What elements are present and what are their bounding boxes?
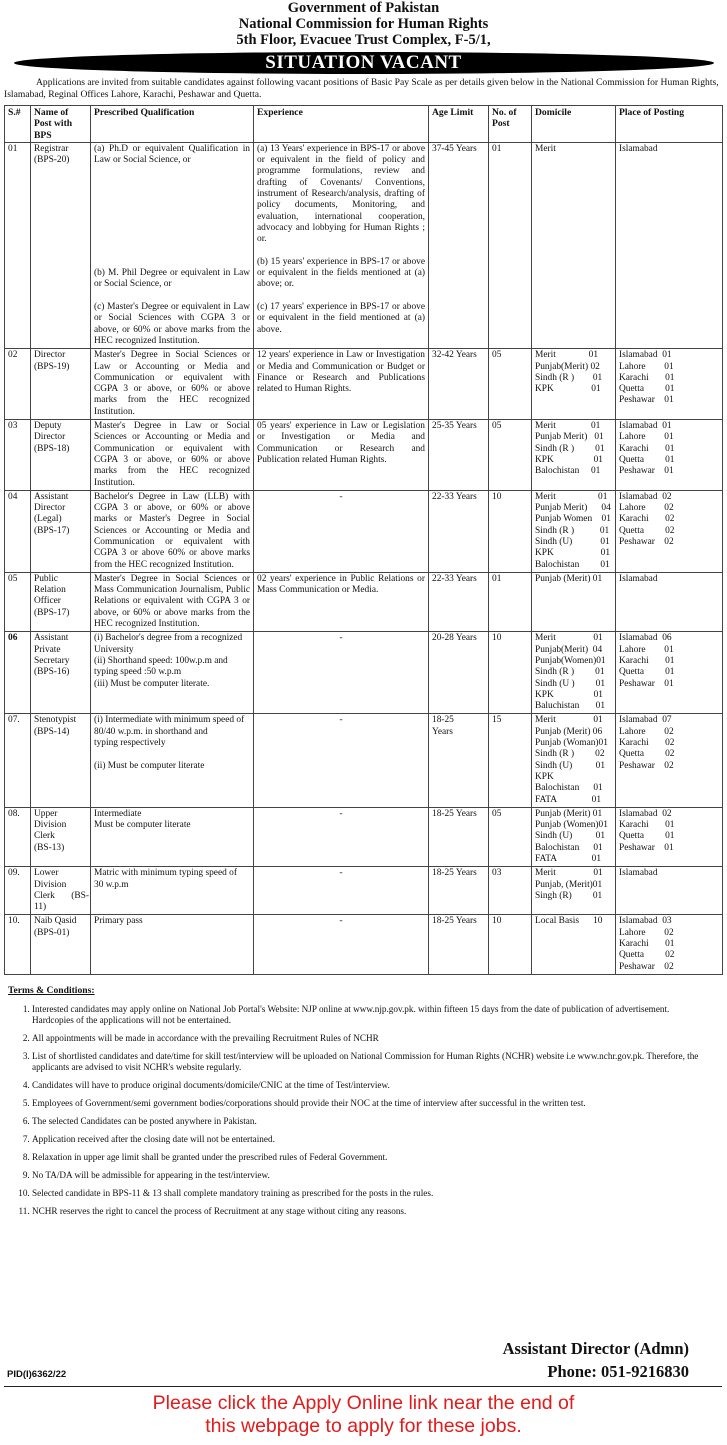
terms-item: 1. Interested candidates may apply online on National Job Portal's Website: NJP online at www.njp.gov.pk. within fifteen 15 days from the date of publication of advertisement. Hardcopies of the applications will not be entertained. bbox=[32, 1004, 708, 1026]
cell-age-limit: 18-25 Years bbox=[429, 714, 489, 807]
cell-experience: 12 years' experience in Law or Investigation or Media and Communication or Budget or Finance or Research and Publications related to Human Rights. bbox=[254, 349, 429, 420]
col-header-sno: S.# bbox=[5, 106, 31, 143]
col-header-experience: Experience bbox=[254, 106, 429, 143]
table-row bbox=[5, 714, 723, 807]
cell-num-posts: 05 bbox=[489, 349, 532, 420]
cell-domicile: Local Basis 10 bbox=[532, 915, 616, 974]
cell-post: Stenotypist (BPS-14) bbox=[31, 714, 91, 807]
cell-place-of-posting: Islamabad bbox=[616, 867, 723, 915]
table-row bbox=[5, 420, 723, 491]
terms-section bbox=[8, 985, 708, 1217]
vacancies-table bbox=[4, 105, 723, 975]
cell-num-posts: 10 bbox=[489, 632, 532, 714]
terms-item: 2. All appointments will be made in accordance with the prevailing Recruitment Rules of NCHR bbox=[32, 1033, 708, 1044]
cell-sno: 04 bbox=[5, 490, 31, 572]
cell-qualification: Master's Degree in Law or Social Sciences or Accounting or Media and Communication or equivalent with CGPA 3 or above, or 60% or above marks from the HEC recognized Institution. bbox=[91, 420, 254, 491]
cell-experience: - bbox=[254, 714, 429, 807]
cell-experience: (a) 13 Years' experience in BPS-17 or above or equivalent in the field of policy and programme formulations, review and drafting of Covenants/ Conventions, instrument of Research/analysis, drafting of policy documents, Monitoring, and evaluation, international cooperation, advocacy and lobbying for Human Rights ; or. (b) 15 years' experience in BPS-17 or above or equivalent in the fields mentioned at (a) above; or. (c) 17 years' experience in BPS-17 or above or equivalent in the field mentioned at (a) above. bbox=[254, 142, 429, 348]
cell-age-limit: 25-35 Years bbox=[429, 420, 489, 491]
table-row bbox=[5, 807, 723, 866]
cell-experience: 02 years' experience in Public Relations or Mass Communication or Media. bbox=[254, 572, 429, 631]
cell-age-limit: 18-25 Years bbox=[429, 915, 489, 974]
terms-item: 6. The selected Candidates can be posted anywhere in Pakistan. bbox=[32, 1116, 708, 1127]
cell-sno: 07. bbox=[5, 714, 31, 807]
terms-title: Terms & Conditions: bbox=[8, 984, 95, 996]
intro-paragraph: Applications are invited from suitable candidates against following vacant positions of Basic Pay Scale as per details given below in the National Commission for Human Rights, Islamabad, Reginal Offices Lahore, Karachi, Peshawar and Quetta. bbox=[4, 77, 719, 100]
cell-domicile: Merit 01 Punjab(Merit) 02 Sindh (R ) 01 KPK 01 bbox=[532, 349, 616, 420]
cell-post: Lower Division Clerk (BS- 11) bbox=[31, 867, 91, 915]
table-header-row bbox=[5, 106, 723, 143]
table-row bbox=[5, 632, 723, 714]
cell-qualification: (i) Bachelor's degree from a recognized University (ii) Shorthand speed: 100w.p.m and typing speed :50 w.p.m (iii) Must be computer literate. bbox=[91, 632, 254, 714]
cell-qualification: (a) Ph.D or equivalent Qualification in Law or Social Science, or (b) M. Phil Degree or equivalent in Law or Social Science, or (c) Master's Degree or equivalent in Law or Social Sciences with CGPA 3 or above, or 60% or above marks from the HEC recognized Institution. bbox=[91, 142, 254, 348]
header bbox=[0, 0, 727, 48]
cell-post: Deputy Director (BPS-18) bbox=[31, 420, 91, 491]
apply-notice-line1: Please click the Apply Online link near the end of bbox=[152, 1392, 575, 1414]
table-row bbox=[5, 867, 723, 915]
cell-domicile: Merit 01 Punjab (Merit) 06 Punjab (Woman)01 Sindh (R ) 02 Sindh (U) 01 KPK Balochistan 01 FATA 01 bbox=[532, 714, 616, 807]
terms-item: 9. No TA/DA will be admissible for appearing in the test/interview. bbox=[32, 1170, 708, 1181]
cell-num-posts: 10 bbox=[489, 915, 532, 974]
cell-sno: 03 bbox=[5, 420, 31, 491]
table-row bbox=[5, 572, 723, 631]
terms-item: 4. Candidates will have to produce original documents/domicile/CNIC at the time of Test/interview. bbox=[32, 1080, 708, 1091]
terms-item: 3. List of shortlisted candidates and date/time for skill test/interview will be uploaded on National Commission for Human Rights (NCHR) website i.e www.nchr.gov.pk. Therefore, the applicants are advised to visit NCHR's website regularly. bbox=[32, 1051, 708, 1073]
cell-num-posts: 05 bbox=[489, 420, 532, 491]
terms-item: 7. Application received after the closing date will not be entertained. bbox=[32, 1134, 708, 1145]
table-row bbox=[5, 490, 723, 572]
cell-post: Registrar (BPS-20) bbox=[31, 142, 91, 348]
cell-experience: - bbox=[254, 490, 429, 572]
cell-age-limit: 32-42 Years bbox=[429, 349, 489, 420]
cell-qualification: Intermediate Must be computer literate bbox=[91, 807, 254, 866]
header-commission: National Commission for Human Rights bbox=[238, 16, 489, 32]
cell-qualification: Bachelor's Degree in Law (LLB) with CGPA 3 or above, or 60% or above marks or Master's Degree in Social Sciences or Accounting or Media and Communication or equivalent with CGPA 3 or above 60% or above marks from the HEC recognized Institution. bbox=[91, 490, 254, 572]
cell-place-of-posting: Islamabad 01 Lahore 01 Karachi 01 Quetta 01 Peshawar 01 bbox=[616, 420, 723, 491]
cell-qualification: Master's Degree in Social Sciences or Mass Communication Journalism, Public Relations or equivalent with CGPA 3 or above, or 60% or above marks from the HEC recognized Institution. bbox=[91, 572, 254, 631]
cell-qualification: Primary pass bbox=[91, 915, 254, 974]
cell-place-of-posting: Islamabad 01 Lahore 01 Karachi 01 Quetta 01 Peshawar 01 bbox=[616, 349, 723, 420]
table-row bbox=[5, 915, 723, 974]
cell-experience: 05 years' experience in Law or Legislation or Investigation or Media and Communication or Research and Publication related Human Rights. bbox=[254, 420, 429, 491]
cell-domicile: Punjab (Merit) 01 bbox=[532, 572, 616, 631]
cell-domicile: Merit 01 Punjab, (Merit)01 Singh (R) 01 bbox=[532, 867, 616, 915]
cell-experience: - bbox=[254, 632, 429, 714]
cell-qualification: Matric with minimum typing speed of 30 w.p.m bbox=[91, 867, 254, 915]
cell-domicile: Merit bbox=[532, 142, 616, 348]
cell-domicile: Merit 01 Punjab(Merit) 04 Punjab(Women)01 Sindh (R ) 01 Sindh (U ) 01 KPK 01 Baluchistan 01 bbox=[532, 632, 616, 714]
cell-place-of-posting: Islamabad bbox=[616, 572, 723, 631]
terms-item: 11. NCHR reserves the right to cancel the process of Recruitment at any stage without citing any reasons. bbox=[32, 1206, 708, 1217]
col-header-qualification: Prescribed Qualification bbox=[91, 106, 254, 143]
cell-domicile: Punjab (Merit) 01 Punjab (Women)01 Sindh (U) 01 Balochistan 01 FATA 01 bbox=[532, 807, 616, 866]
apply-online-notice[interactable] bbox=[0, 1392, 727, 1438]
pid-number: PID(I)6362/22 bbox=[7, 1369, 67, 1380]
cell-experience: - bbox=[254, 807, 429, 866]
cell-sno: 10. bbox=[5, 915, 31, 974]
cell-num-posts: 01 bbox=[489, 142, 532, 348]
cell-sno: 05 bbox=[5, 572, 31, 631]
cell-post: Assistant Private Secretary (BPS-16) bbox=[31, 632, 91, 714]
cell-experience: - bbox=[254, 915, 429, 974]
situation-vacant-banner: SITUATION VACANT bbox=[14, 52, 714, 74]
col-header-domicile: Domicile bbox=[532, 106, 616, 143]
cell-age-limit: 18-25 Years bbox=[429, 807, 489, 866]
cell-place-of-posting: Islamabad 02 Lahore 02 Karachi 02 Quetta 02 Peshawar 02 bbox=[616, 490, 723, 572]
cell-age-limit: 22-33 Years bbox=[429, 572, 489, 631]
table-row bbox=[5, 142, 723, 348]
cell-sno: 06 bbox=[5, 632, 31, 714]
col-header-posts: No. of Post bbox=[489, 106, 532, 143]
cell-age-limit: 18-25 Years bbox=[429, 867, 489, 915]
cell-domicile: Merit 01 Punjab Merit) 04 Punjab Women 01 Sindh (R ) 01 Sindh (U) 01 KPK 01 Balochistan 01 bbox=[532, 490, 616, 572]
table-row bbox=[5, 349, 723, 420]
cell-sno: 09. bbox=[5, 867, 31, 915]
cell-domicile: Merit 01 Punjab Merit) 01 Sindh (R ) 01 KPK 01 Balochistan 01 bbox=[532, 420, 616, 491]
header-government: Government of Pakistan bbox=[287, 0, 440, 16]
cell-post: Upper Division Clerk (BS-13) bbox=[31, 807, 91, 866]
cell-num-posts: 15 bbox=[489, 714, 532, 807]
cell-age-limit: 20-28 Years bbox=[429, 632, 489, 714]
col-header-posting: Place of Posting bbox=[616, 106, 723, 143]
cell-post: Director (BPS-19) bbox=[31, 349, 91, 420]
cell-experience: - bbox=[254, 867, 429, 915]
cell-qualification: Master's Degree in Social Sciences or Law or Accounting or Media and Communication or equivalent with CGPA 3 or above, or 60% or above marks from the HEC recognized Institution. bbox=[91, 349, 254, 420]
terms-item: 8. Relaxation in upper age limit shall be granted under the prescribed rules of Federal Government. bbox=[32, 1152, 708, 1163]
cell-sno: 02 bbox=[5, 349, 31, 420]
apply-notice-line2: this webpage to apply for these jobs. bbox=[205, 1415, 522, 1437]
col-header-post: Name of Post with BPS bbox=[31, 106, 91, 143]
header-address: 5th Floor, Evacuee Trust Complex, F-5/1, bbox=[236, 32, 491, 48]
signature-block bbox=[503, 1337, 689, 1383]
cell-num-posts: 10 bbox=[489, 490, 532, 572]
cell-post: Naib Qasid (BPS-01) bbox=[31, 915, 91, 974]
terms-item: 10. Selected candidate in BPS-11 & 13 shall complete mandatory training as prescribed for the posts in the rules. bbox=[32, 1188, 708, 1199]
cell-place-of-posting: Islamabad bbox=[616, 142, 723, 348]
cell-place-of-posting: Islamabad 03 Lahore 02 Karachi 01 Quetta 02 Peshawar 02 bbox=[616, 915, 723, 974]
divider bbox=[4, 1386, 722, 1387]
cell-sno: 01 bbox=[5, 142, 31, 348]
cell-post: Public Relation Officer (BPS-17) bbox=[31, 572, 91, 631]
cell-sno: 08. bbox=[5, 807, 31, 866]
cell-post: Assistant Director (Legal) (BPS-17) bbox=[31, 490, 91, 572]
cell-place-of-posting: Islamabad 02 Karachi 01 Quetta 01 Peshawar 01 bbox=[616, 807, 723, 866]
cell-qualification: (i) Intermediate with minimum speed of 80/40 w.p.m. in shorthand and typing respectively (ii) Must be computer literate bbox=[91, 714, 254, 807]
terms-list bbox=[8, 1004, 708, 1217]
cell-num-posts: 01 bbox=[489, 572, 532, 631]
cell-place-of-posting: Islamabad 06 Lahore 01 Karachi 01 Quetta 01 Peshawar 01 bbox=[616, 632, 723, 714]
terms-item: 5. Employees of Government/semi government bodies/corporations should provide their NOC at the time of interview after successful in the written test. bbox=[32, 1098, 708, 1109]
cell-num-posts: 03 bbox=[489, 867, 532, 915]
col-header-age: Age Limit bbox=[429, 106, 489, 143]
signature-title: Assistant Director (Admn) bbox=[502, 1339, 689, 1358]
cell-age-limit: 37-45 Years bbox=[429, 142, 489, 348]
cell-age-limit: 22-33 Years bbox=[429, 490, 489, 572]
cell-place-of-posting: Islamabad 07 Lahore 02 Karachi 02 Quetta 02 Peshawar 02 bbox=[616, 714, 723, 807]
signature-phone: Phone: 051-9216830 bbox=[547, 1362, 689, 1381]
cell-num-posts: 05 bbox=[489, 807, 532, 866]
